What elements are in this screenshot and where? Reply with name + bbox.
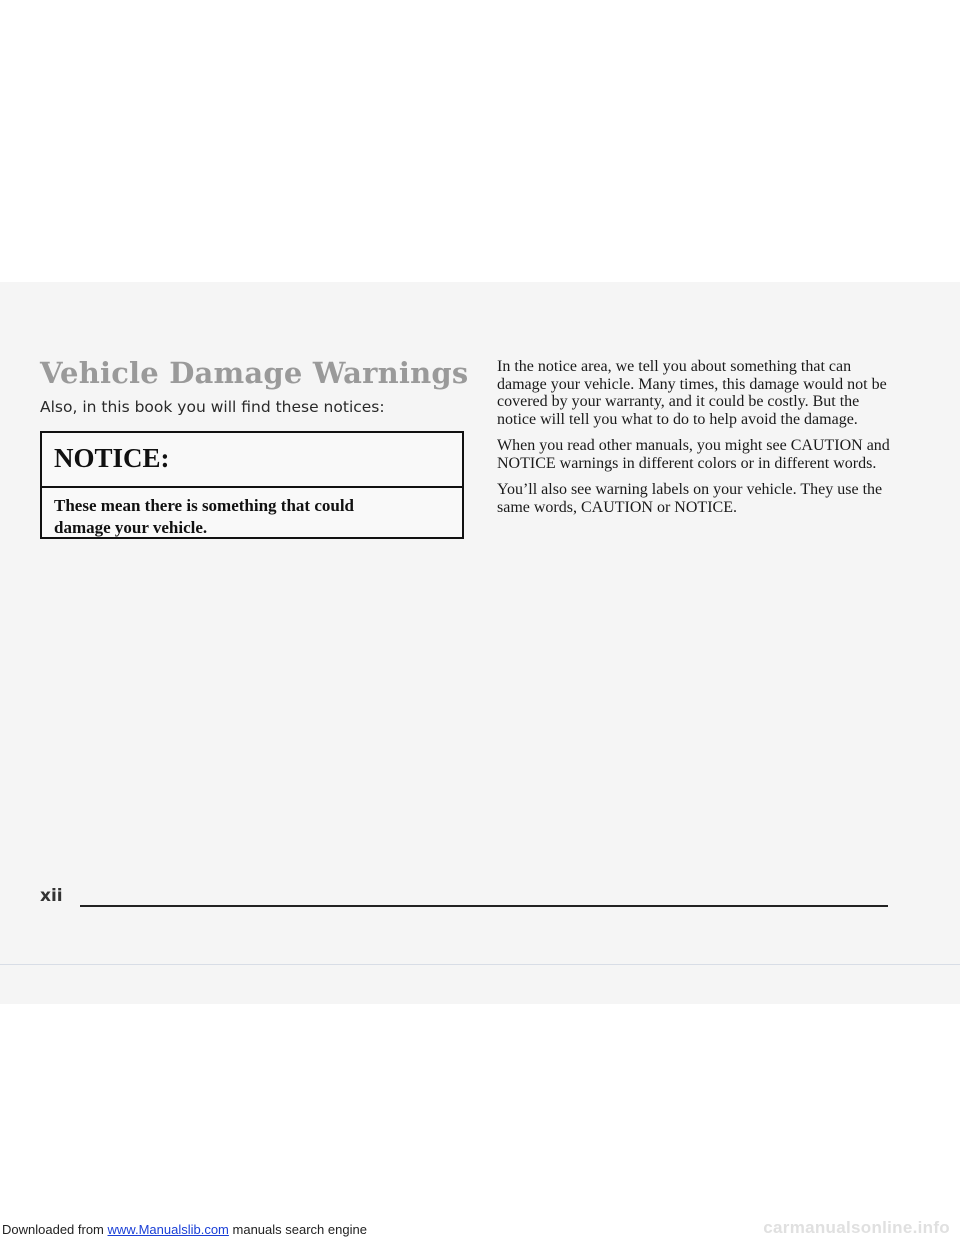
paragraph-other-manuals: When you read other manuals, you might see CAUTION and NOTICE warnings in different colors or in different words. <box>497 437 890 472</box>
footer-prefix: Downloaded from <box>2 1222 104 1237</box>
notice-body: These mean there is something that could damage your vehicle. <box>54 496 355 537</box>
section-title: Vehicle Damage Warnings <box>40 356 469 390</box>
scan-edge-line <box>0 964 960 965</box>
footer-rule <box>80 905 888 907</box>
right-column <box>497 358 897 525</box>
paragraph-notice-area: In the notice area, we tell you about something that can damage your vehicle. Many times, this damage would not be covered by your warranty, and it could be costly. But the notice will tell you what to do to help avoid the damage. <box>497 358 887 428</box>
download-footer <box>2 1222 367 1237</box>
manualslib-link[interactable]: www.Manualslib.com <box>107 1222 229 1237</box>
watermark: carmanualsonline.info <box>763 1218 950 1237</box>
notice-heading: NOTICE: <box>54 443 170 473</box>
notice-box <box>40 431 464 539</box>
intro-text: Also, in this book you will find these notices: <box>40 398 385 416</box>
paragraph-warning-labels: You’ll also see warning labels on your vehicle. They use the same words, CAUTION or NOTICE. <box>497 481 883 516</box>
notice-divider <box>42 486 462 488</box>
page-number: xii <box>40 886 63 906</box>
footer-suffix: manuals search engine <box>232 1222 367 1237</box>
